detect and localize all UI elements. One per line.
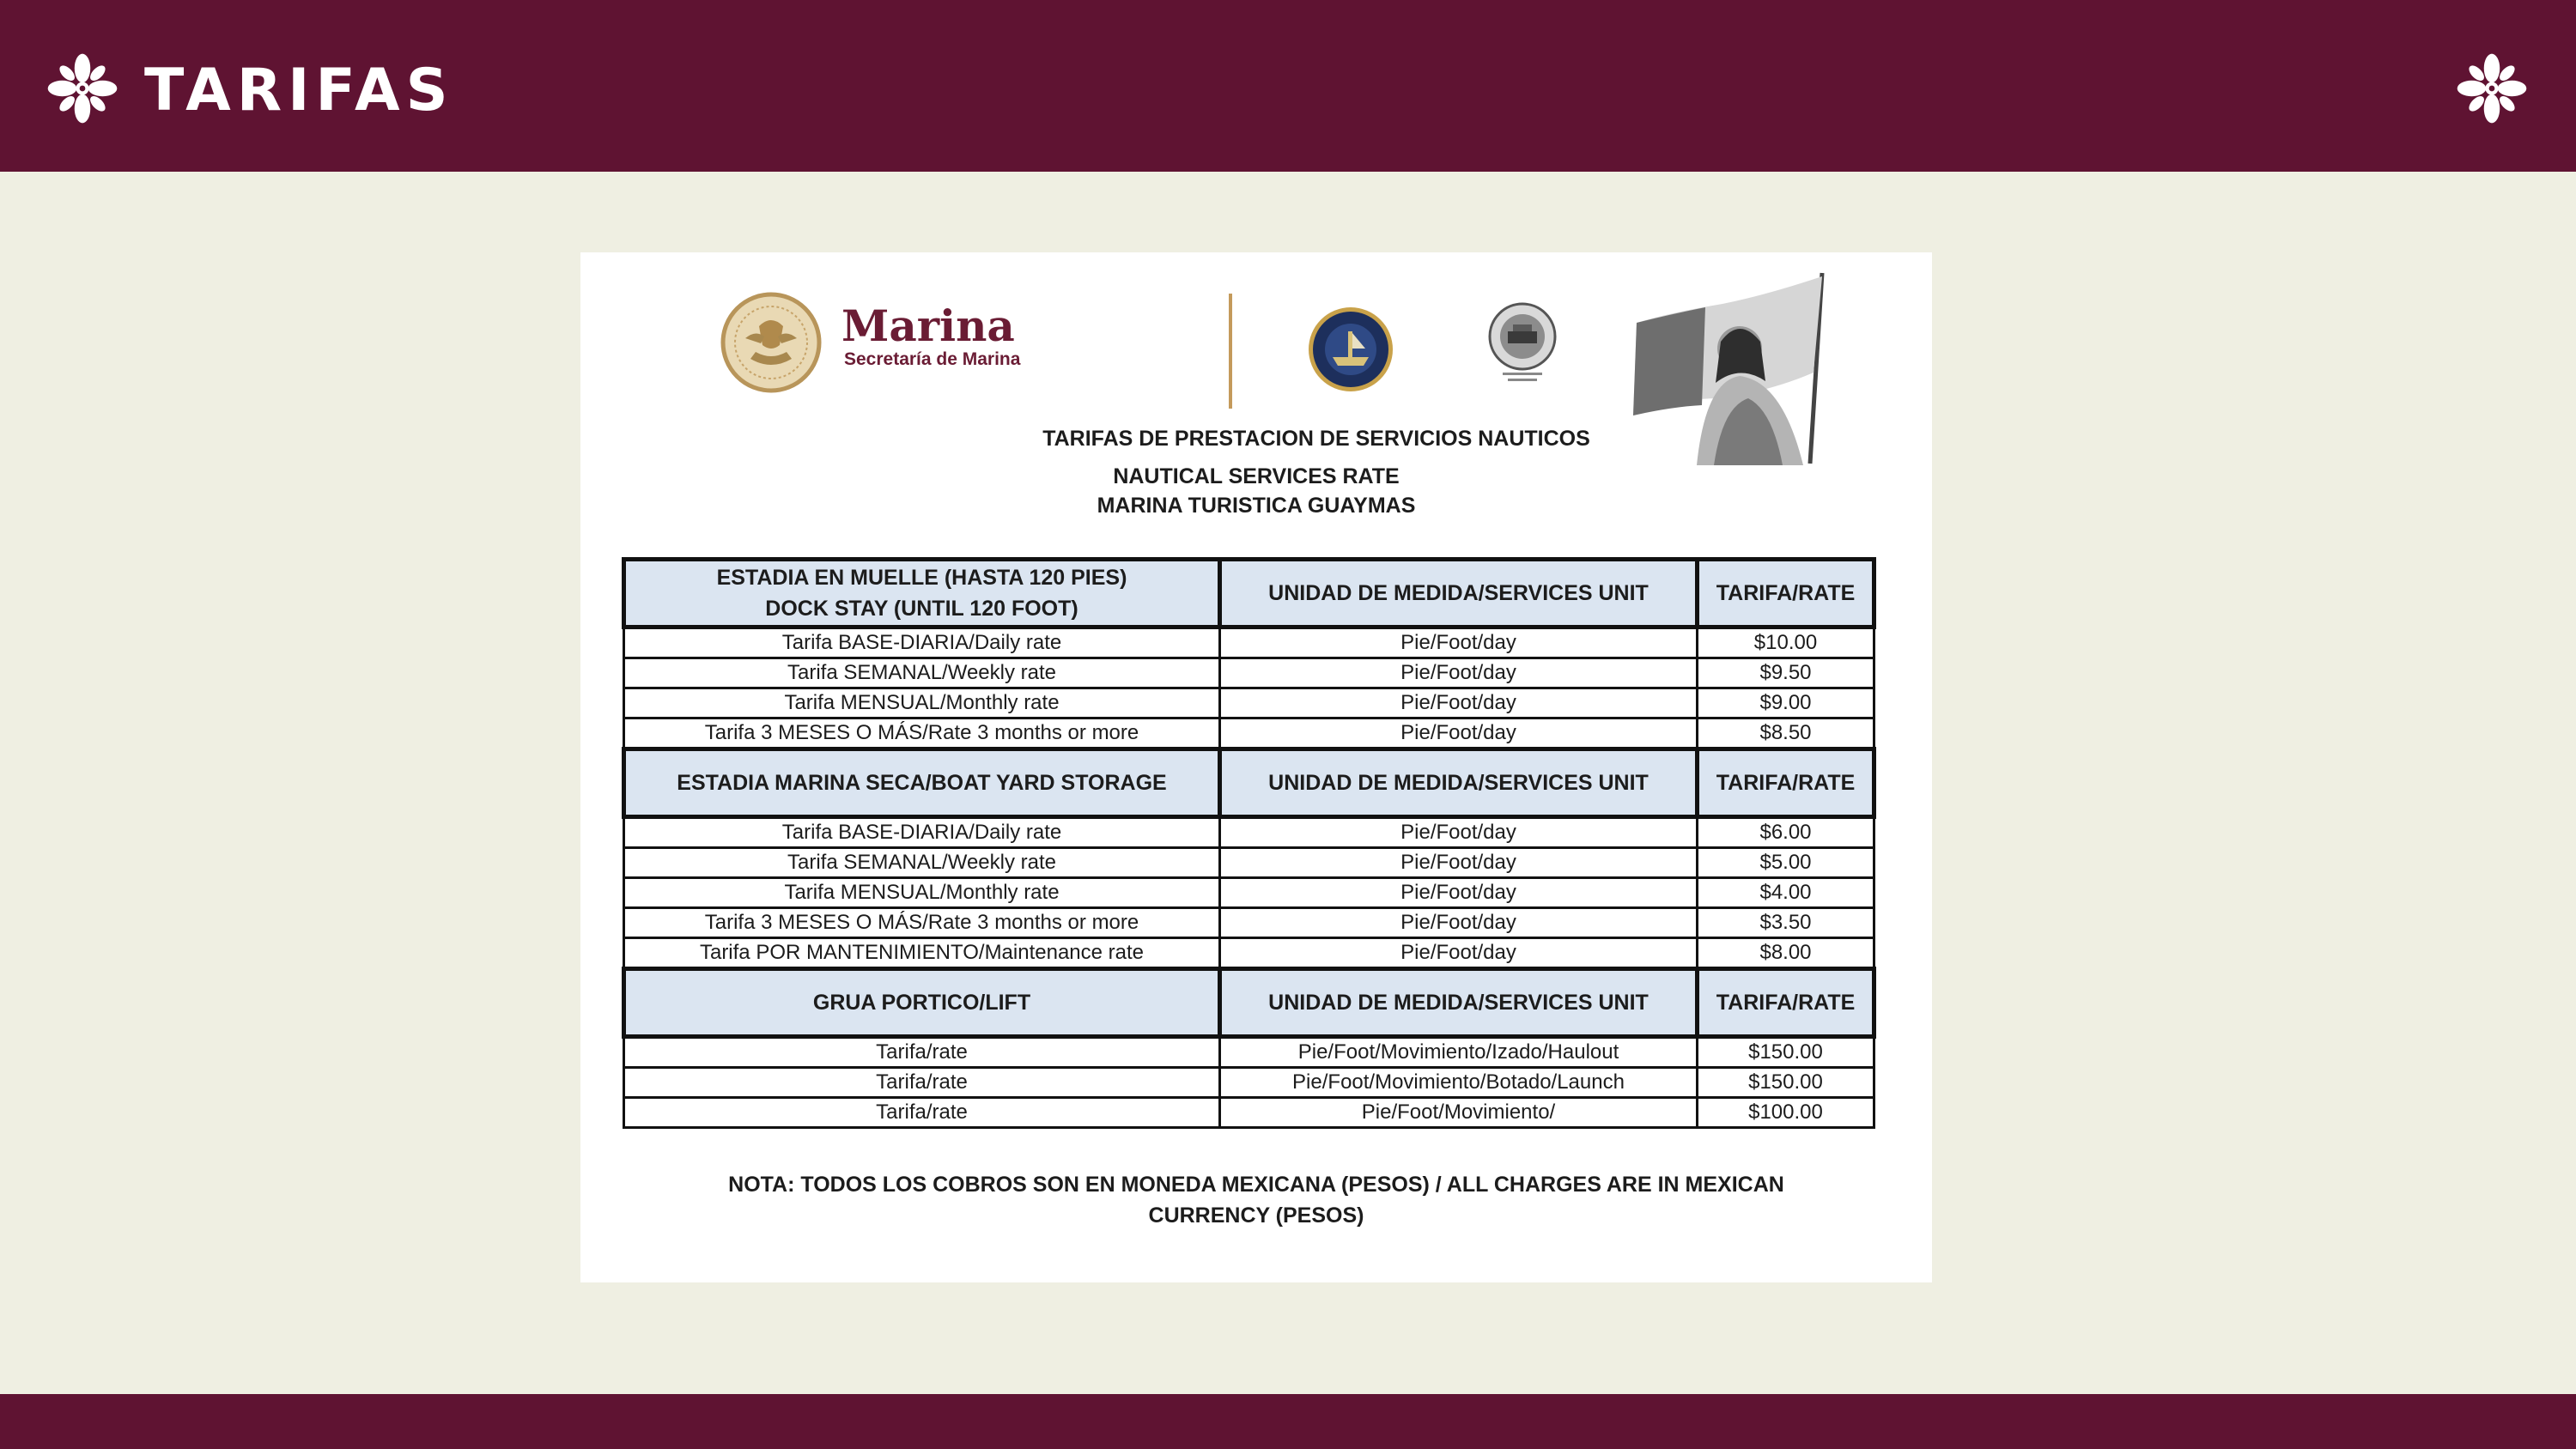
header-unit: UNIDAD DE MEDIDA/SERVICES UNIT xyxy=(1220,969,1698,1037)
marina-wordmark: Marina xyxy=(841,300,1015,351)
marina-subtitle: Secretaría de Marina xyxy=(844,349,1021,369)
header-concept: ESTADIA MARINA SECA/BOAT YARD STORAGE xyxy=(624,749,1220,817)
section-header-boat-yard xyxy=(624,749,1874,817)
table-row xyxy=(624,848,1874,878)
bottom-banner xyxy=(0,1394,2576,1449)
section-header-lift xyxy=(624,969,1874,1037)
navy-sector-seal-icon xyxy=(1307,306,1394,393)
unit-cell: Pie/Foot/Movimiento/Botado/Launch xyxy=(1220,1068,1698,1098)
document-headings xyxy=(580,424,1932,520)
table-row xyxy=(624,718,1874,749)
rate-cell: $8.00 xyxy=(1698,938,1874,969)
rate-cell: $8.50 xyxy=(1698,718,1874,749)
table-row xyxy=(624,688,1874,718)
concept-cell: Tarifa BASE-DIARIA/Daily rate xyxy=(624,627,1220,658)
currency-note: NOTA: TODOS LOS COBROS SON EN MONEDA MEXICANA (PESOS) / ALL CHARGES ARE IN MEXICAN CURRENCY (PESOS) xyxy=(728,1173,1784,1228)
concept-cell: Tarifa MENSUAL/Monthly rate xyxy=(624,878,1220,908)
table-row xyxy=(624,1068,1874,1098)
unit-cell: Pie/Foot/day xyxy=(1220,718,1698,749)
concept-cell: Tarifa BASE-DIARIA/Daily rate xyxy=(624,817,1220,848)
table-row xyxy=(624,817,1874,848)
concept-cell: Tarifa MENSUAL/Monthly rate xyxy=(624,688,1220,718)
table-row xyxy=(624,627,1874,658)
header-concept: GRUA PORTICO/LIFT xyxy=(624,969,1220,1037)
unit-cell: Pie/Foot/day xyxy=(1220,848,1698,878)
rate-cell: $10.00 xyxy=(1698,627,1874,658)
heading-rates-es: TARIFAS DE PRESTACION DE SERVICIOS NAUTICOS xyxy=(1042,427,1590,451)
rate-cell: $5.00 xyxy=(1698,848,1874,878)
header-unit: UNIDAD DE MEDIDA/SERVICES UNIT xyxy=(1220,749,1698,817)
header-rate: TARIFA/RATE xyxy=(1698,969,1874,1037)
header-rate: TARIFA/RATE xyxy=(1698,749,1874,817)
header-concept: ESTADIA EN MUELLE (HASTA 120 PIES) DOCK STAY (UNTIL 120 FOOT) xyxy=(624,560,1220,627)
rate-cell: $9.50 xyxy=(1698,658,1874,688)
table-row xyxy=(624,1098,1874,1128)
top-banner xyxy=(0,0,2576,172)
concept-cell: Tarifa SEMANAL/Weekly rate xyxy=(624,658,1220,688)
concept-cell: Tarifa/rate xyxy=(624,1068,1220,1098)
unit-cell: Pie/Foot/day xyxy=(1220,688,1698,718)
unit-cell: Pie/Foot/day xyxy=(1220,908,1698,938)
rate-cell: $150.00 xyxy=(1698,1068,1874,1098)
logo-divider xyxy=(1229,294,1232,409)
unit-cell: Pie/Foot/day xyxy=(1220,817,1698,848)
heading-rates-en: NAUTICAL SERVICES RATE xyxy=(1113,464,1400,488)
rate-cell: $100.00 xyxy=(1698,1098,1874,1128)
rate-cell: $4.00 xyxy=(1698,878,1874,908)
concept-cell: Tarifa 3 MESES O MÁS/Rate 3 months or more xyxy=(624,908,1220,938)
header-rate: TARIFA/RATE xyxy=(1698,560,1874,627)
unit-cell: Pie/Foot/day xyxy=(1220,938,1698,969)
page-title: TARIFAS xyxy=(144,57,454,124)
concept-cell: Tarifa/rate xyxy=(624,1098,1220,1128)
flower-icon xyxy=(2456,52,2528,124)
unit-cell: Pie/Foot/day xyxy=(1220,627,1698,658)
unit-cell: Pie/Foot/Movimiento/Izado/Haulout xyxy=(1220,1037,1698,1068)
concept-cell: Tarifa 3 MESES O MÁS/Rate 3 months or more xyxy=(624,718,1220,749)
concept-cell: Tarifa SEMANAL/Weekly rate xyxy=(624,848,1220,878)
rate-cell: $9.00 xyxy=(1698,688,1874,718)
national-seal-icon xyxy=(716,292,826,393)
table-row xyxy=(624,938,1874,969)
table-row xyxy=(624,658,1874,688)
rates-table xyxy=(622,557,1876,1129)
rates-document xyxy=(580,252,1932,1282)
rate-cell: $150.00 xyxy=(1698,1037,1874,1068)
concept-cell: Tarifa POR MANTENIMIENTO/Maintenance rate xyxy=(624,938,1220,969)
unit-cell: Pie/Foot/day xyxy=(1220,658,1698,688)
flower-icon xyxy=(46,52,118,124)
rate-cell: $6.00 xyxy=(1698,817,1874,848)
table-row xyxy=(624,1037,1874,1068)
section-header-dock-stay xyxy=(624,560,1874,627)
header-unit: UNIDAD DE MEDIDA/SERVICES UNIT xyxy=(1220,560,1698,627)
heading-marina: MARINA TURISTICA GUAYMAS xyxy=(1097,494,1416,518)
marina-guaymas-seal-icon xyxy=(1485,302,1559,386)
concept-cell: Tarifa/rate xyxy=(624,1037,1220,1068)
unit-cell: Pie/Foot/Movimiento/ xyxy=(1220,1098,1698,1128)
rate-cell: $3.50 xyxy=(1698,908,1874,938)
table-row xyxy=(624,908,1874,938)
table-row xyxy=(624,878,1874,908)
unit-cell: Pie/Foot/day xyxy=(1220,878,1698,908)
